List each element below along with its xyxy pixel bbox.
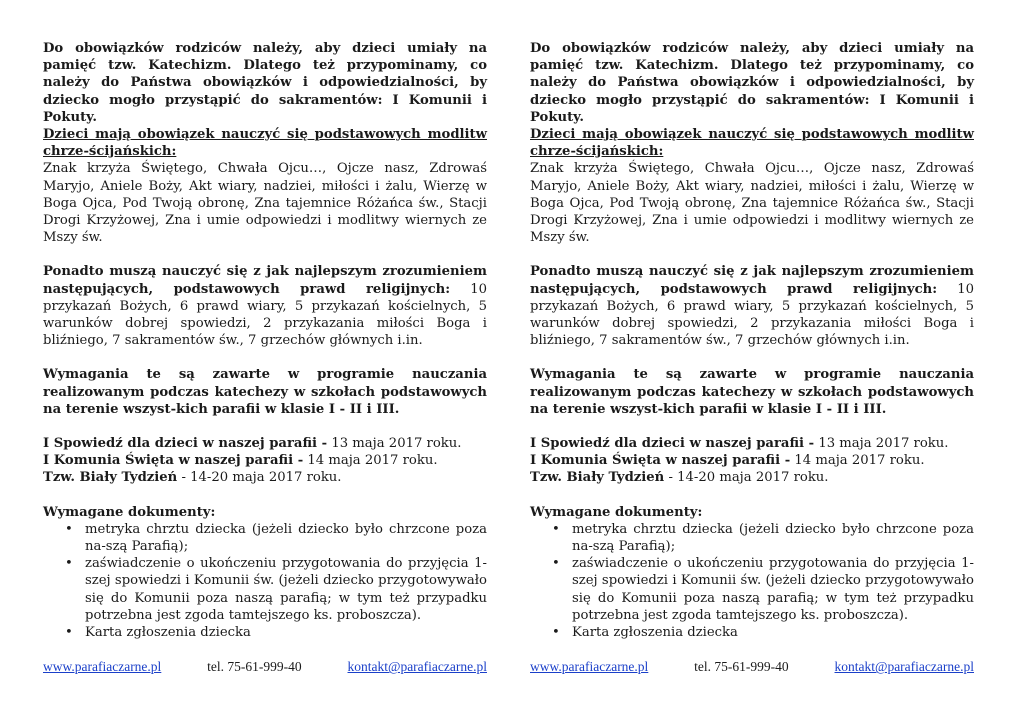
- intro-text: Do obowiązków rodziców należy, aby dzieci umiały na pamięć tzw. Katechizm. Dlatego też przypominamy, co należy do Państwa obowiązków i odpowiedzialności, by dziecko mogło przystąpić do sakramentów: I Komunii i Pokuty.: [530, 41, 974, 125]
- website-link[interactable]: www.parafiaczarne.pl: [530, 659, 649, 675]
- list-item: • zaświadczenie o ukończeniu przygotowania do przyjęcia 1-szej spowiedzi i Komunii św. (jeżeli dziecko przygotowywało się do Komunii poza naszą parafią; w tym też przypadku potrzebna jest zgoda tamtejszego ks. proboszcza).: [552, 555, 974, 624]
- footer: [43, 658, 487, 675]
- prayers-heading: Dzieci mają obowiązek nauczyć się podstawowych modlitw chrze-ścijańskich:: [530, 127, 974, 160]
- list-item: • metryka chrztu dziecka (jeżeli dziecko było chrzcone poza na-szą Parafią);: [65, 521, 487, 555]
- truths-paragraph: Ponadto muszą nauczyć się z jak najlepszym zrozumieniem następujących, podstawowych prawd religijnych: 10 przykazań Bożych, 6 prawd wiary, 5 przykazań kościelnych, 5 warunków dobrej spowiedzi, 2 przykazania miłości Boga i bliźniego, 7 sakramentów św., 7 grzechów głównych i.in.: [43, 264, 487, 349]
- email-link[interactable]: kontakt@parafiaczarne.pl: [347, 659, 487, 675]
- website-link[interactable]: www.parafiaczarne.pl: [43, 659, 162, 675]
- footer: [530, 658, 974, 675]
- docs-list: [43, 521, 487, 641]
- leaflet-left: [43, 40, 487, 676]
- event-white-week: Tzw. Biały Tydzień - 14-20 maja 2017 roku.: [43, 470, 342, 486]
- list-item: • metryka chrztu dziecka (jeżeli dziecko było chrzcone poza na-szą Parafią);: [552, 521, 974, 555]
- prayers-heading: Dzieci mają obowiązek nauczyć się podstawowych modlitw chrze-ścijańskich:: [43, 127, 487, 160]
- leaflet-right: [530, 40, 974, 676]
- docs-list: [530, 521, 974, 641]
- event-communion: I Komunia Święta w naszej parafii - 14 maja 2017 roku.: [530, 453, 925, 469]
- intro-text: Do obowiązków rodziców należy, aby dzieci umiały na pamięć tzw. Katechizm. Dlatego też przypominamy, co należy do Państwa obowiązków i odpowiedzialności, by dziecko mogło przystąpić do sakramentów: I Komunii i Pokuty.: [43, 41, 487, 125]
- event-communion: I Komunia Święta w naszej parafii - 14 maja 2017 roku.: [43, 453, 438, 469]
- prayers-text: Znak krzyża Świętego, Chwała Ojcu…, Ojcze nasz, Zdrowaś Maryjo, Aniele Boży, Akt wiary, nadziei, miłości i żalu, Wierzę w Boga Ojca, Pod Twoją obronę, Zna tajemnice Różańca św., Stacji Drogi Krzyżowej, Zna i umie odpowiedzi i modlitwy wiernych ze Mszy św.: [530, 161, 974, 246]
- program-text: Wymagania te są zawarte w programie nauczania realizowanym podczas katechezy w szkołach podstawowych na terenie wszyst-kich parafii w klasie I - II i III.: [530, 367, 974, 417]
- event-confession: I Spowiedź dla dzieci w naszej parafii - 13 maja 2017 roku.: [43, 436, 462, 452]
- event-white-week: Tzw. Biały Tydzień - 14-20 maja 2017 roku.: [530, 470, 829, 486]
- list-item: • Karta zgłoszenia dziecka: [65, 624, 487, 641]
- phone-number: tel. 75-61-999-40: [694, 659, 789, 675]
- event-confession: I Spowiedź dla dzieci w naszej parafii - 13 maja 2017 roku.: [530, 436, 949, 452]
- prayers-text: Znak krzyża Świętego, Chwała Ojcu…, Ojcze nasz, Zdrowaś Maryjo, Aniele Boży, Akt wiary, nadziei, miłości i żalu, Wierzę w Boga Ojca, Pod Twoją obronę, Zna tajemnice Różańca św., Stacji Drogi Krzyżowej, Zna i umie odpowiedzi i modlitwy wiernych ze Mszy św.: [43, 161, 487, 246]
- program-text: Wymagania te są zawarte w programie nauczania realizowanym podczas katechezy w szkołach podstawowych na terenie wszyst-kich parafii w klasie I - II i III.: [43, 367, 487, 417]
- truths-paragraph: Ponadto muszą nauczyć się z jak najlepszym zrozumieniem następujących, podstawowych prawd religijnych: 10 przykazań Bożych, 6 prawd wiary, 5 przykazań kościelnych, 5 warunków dobrej spowiedzi, 2 przykazania miłości Boga i bliźniego, 7 sakramentów św., 7 grzechów głównych i.in.: [530, 264, 974, 349]
- list-item: • Karta zgłoszenia dziecka: [552, 624, 974, 641]
- phone-number: tel. 75-61-999-40: [207, 659, 302, 675]
- list-item: • zaświadczenie o ukończeniu przygotowania do przyjęcia 1-szej spowiedzi i Komunii św. (jeżeli dziecko przygotowywało się do Komunii poza naszą parafią; w tym też przypadku potrzebna jest zgoda tamtejszego ks. proboszcza).: [65, 555, 487, 624]
- email-link[interactable]: kontakt@parafiaczarne.pl: [834, 659, 974, 675]
- docs-heading: Wymagane dokumenty:: [43, 504, 216, 520]
- docs-heading: Wymagane dokumenty:: [530, 504, 703, 520]
